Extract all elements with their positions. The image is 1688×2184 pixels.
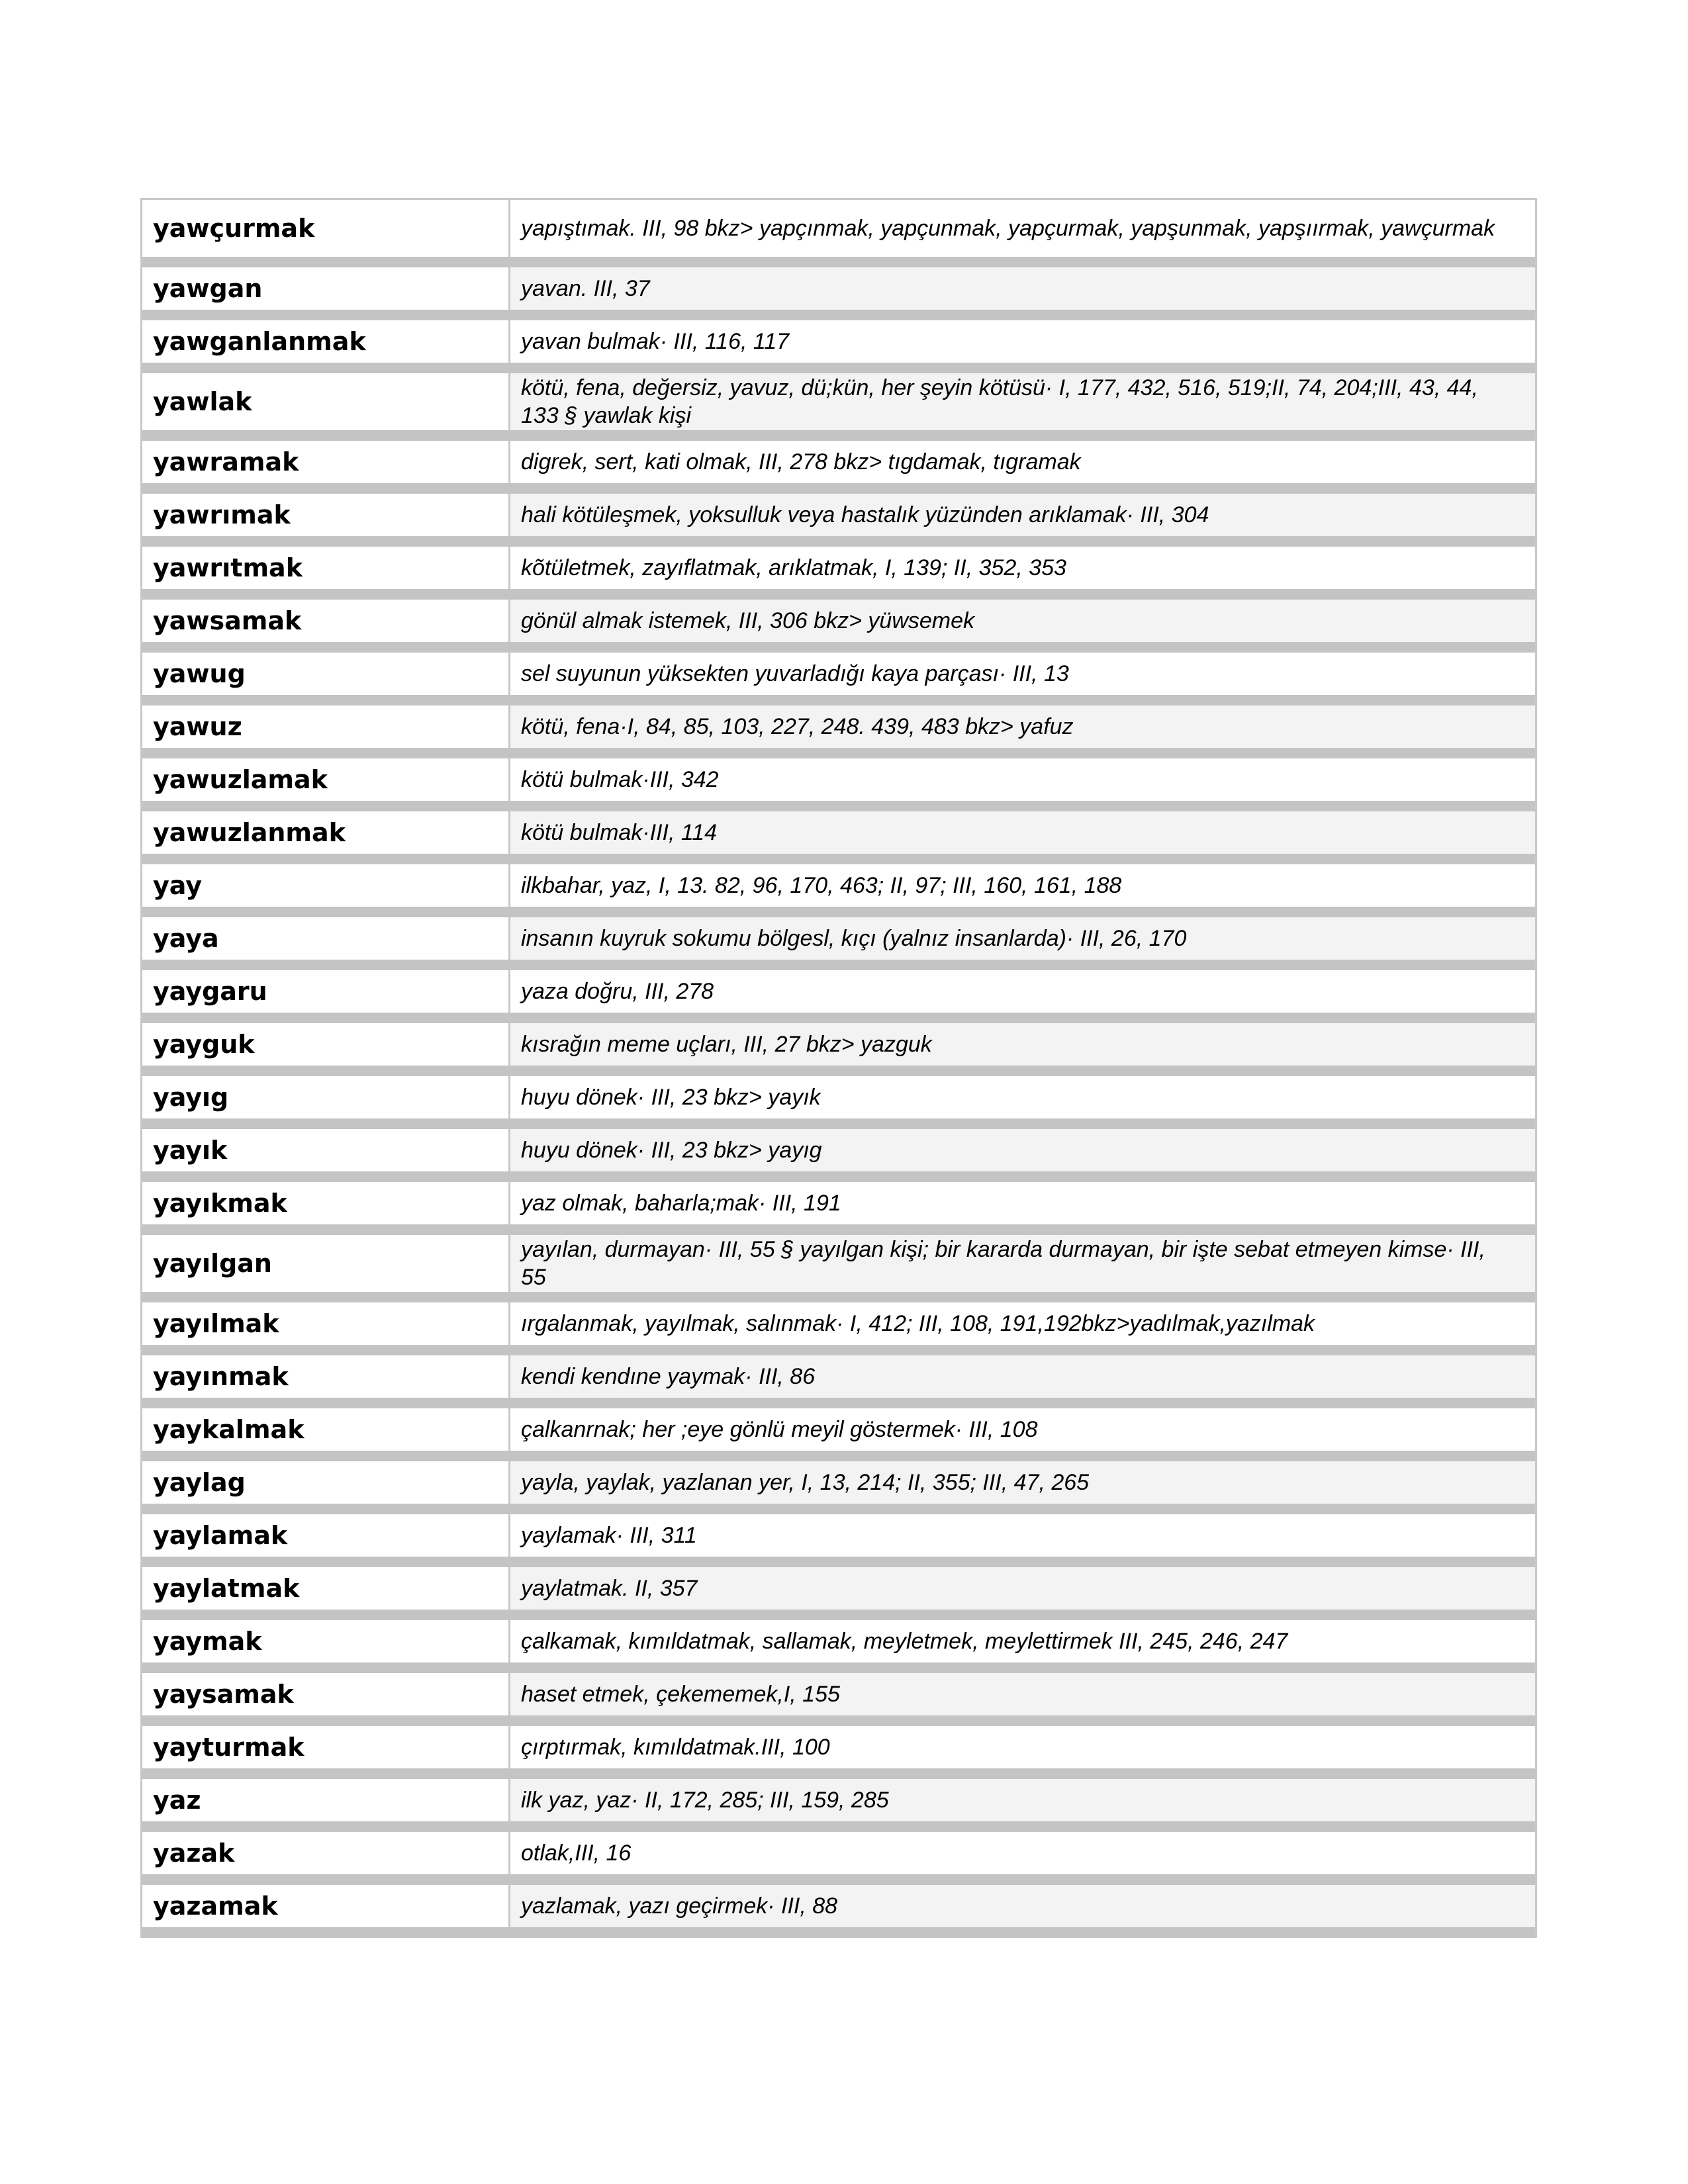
entry-term: yayılgan bbox=[142, 1235, 510, 1292]
entry-term: yawuzlamak bbox=[142, 758, 510, 801]
entry-definition: ilkbahar, yaz, I, 13. 82, 96, 170, 463; II, 97; III, 160, 161, 188 bbox=[521, 873, 1122, 898]
entry-definition: insanın kuyruk sokumu bölgesl, kıçı (yalnız insanlarda)· III, 26, 170 bbox=[510, 917, 1535, 960]
entry-definition: çalkamak, kımıldatmak, sallamak, meyletmek, meylettirmek III, 245, 246, 247 bbox=[521, 1629, 1288, 1654]
entry-term: yawuzlanmak bbox=[142, 811, 510, 854]
entry-term: yaylamak bbox=[142, 1514, 510, 1557]
entry-term: yawçurmak bbox=[142, 200, 510, 257]
entry-term: yawug bbox=[142, 653, 510, 695]
table-row bbox=[142, 1620, 1535, 1673]
entry-term: yaysamak bbox=[142, 1673, 510, 1715]
entry-term: yaz bbox=[142, 1779, 510, 1821]
entry-term: yayguk bbox=[142, 1023, 510, 1066]
entry-definition: yavan. III, 37 bbox=[510, 267, 1535, 310]
table-row bbox=[142, 864, 1535, 917]
table-row bbox=[142, 494, 1535, 547]
table-row bbox=[142, 758, 1535, 811]
entry-definition: kendi kendıne yaymak· III, 86 bbox=[510, 1355, 1535, 1398]
table-row bbox=[142, 917, 1535, 970]
entry-definition: sel suyunun yüksekten yuvarladığı kaya parçası· III, 13 bbox=[521, 661, 1069, 686]
entry-term: yawuz bbox=[142, 705, 510, 748]
table-row bbox=[142, 1726, 1535, 1779]
entry-definition: yayılan, durmayan· III, 55 § yayılgan kişi; bir kararda durmayan, bir işte sebat etmeyen kimse· III, 55 bbox=[510, 1235, 1535, 1292]
entry-term: yawrımak bbox=[142, 494, 510, 536]
entry-term: yaya bbox=[142, 917, 510, 960]
entry-term: yayınmak bbox=[142, 1355, 510, 1398]
table-row bbox=[142, 811, 1535, 864]
table-row bbox=[142, 1129, 1535, 1182]
table-row bbox=[142, 970, 1535, 1023]
entry-definition: huyu dönek· III, 23 bkz> yayıg bbox=[510, 1129, 1535, 1171]
entry-term: yaykalmak bbox=[142, 1408, 510, 1451]
table-row bbox=[142, 705, 1535, 758]
table-row bbox=[142, 1567, 1535, 1620]
entry-definition: kötü bulmak·III, 114 bbox=[510, 811, 1535, 854]
entry-term: yayık bbox=[142, 1129, 510, 1171]
entry-term: yawgan bbox=[142, 267, 510, 310]
table-row bbox=[142, 1235, 1535, 1302]
entry-term: yayılmak bbox=[142, 1302, 510, 1345]
table-row bbox=[142, 1182, 1535, 1235]
entry-term: yayturmak bbox=[142, 1726, 510, 1768]
table-row bbox=[142, 600, 1535, 653]
entry-definition: kötü bulmak·III, 342 bbox=[521, 767, 719, 792]
entry-term: yaylatmak bbox=[142, 1567, 510, 1610]
table-row bbox=[142, 1514, 1535, 1567]
entry-definition: gönül almak istemek, III, 306 bkz> yüwsemek bbox=[510, 600, 1535, 642]
entry-term: yawramak bbox=[142, 441, 510, 483]
entry-term: yawsamak bbox=[142, 600, 510, 642]
entry-definition: otlak,III, 16 bbox=[521, 1841, 632, 1866]
entry-definition: kõtületmek, zayıflatmak, arıklatmak, I, 139; II, 352, 353 bbox=[521, 555, 1066, 580]
entry-term: yaygaru bbox=[142, 970, 510, 1013]
entry-definition: yaylatmak. II, 357 bbox=[510, 1567, 1535, 1610]
entry-term: yazak bbox=[142, 1832, 510, 1874]
table-row bbox=[142, 1076, 1535, 1129]
entry-definition: huyu dönek· III, 23 bkz> yayık bbox=[521, 1085, 821, 1110]
entry-definition: yaylamak· III, 311 bbox=[521, 1523, 697, 1548]
entry-term: yay bbox=[142, 864, 510, 907]
entry-definition: yapıştımak. III, 98 bkz> yapçınmak, yapçunmak, yapçurmak, yapşunmak, yapşıırmak, yawçurmak bbox=[521, 216, 1495, 241]
entry-definition: çalkanrnak; her ;eye gönlü meyil göstermek· III, 108 bbox=[521, 1417, 1038, 1442]
entry-term: yawrıtmak bbox=[142, 547, 510, 589]
entry-definition: ilk yaz, yaz· II, 172, 285; III, 159, 285 bbox=[510, 1779, 1535, 1821]
table-row bbox=[142, 547, 1535, 600]
entry-definition: digrek, sert, kati olmak, III, 278 bkz> tıgdamak, tıgramak bbox=[521, 449, 1081, 475]
entry-definition: yavan bulmak· III, 116, 117 bbox=[521, 329, 790, 354]
table-row bbox=[142, 441, 1535, 494]
table-row bbox=[142, 1779, 1535, 1832]
entry-term: yayıg bbox=[142, 1076, 510, 1118]
entry-definition: yayla, yaylak, yazlanan yer, I, 13, 214; II, 355; III, 47, 265 bbox=[510, 1461, 1535, 1504]
entry-definition: ırgalanmak, yayılmak, salınmak· I, 412; III, 108, 191,192bkz>yadılmak,yazılmak bbox=[521, 1311, 1315, 1336]
table-row bbox=[142, 373, 1535, 441]
table-row bbox=[142, 200, 1535, 267]
table-row bbox=[142, 1408, 1535, 1461]
table-row bbox=[142, 267, 1535, 320]
table-row bbox=[142, 1355, 1535, 1408]
entry-definition: kötü, fena·I, 84, 85, 103, 227, 248. 439, 483 bkz> yafuz bbox=[510, 705, 1535, 748]
entry-definition: haset etmek, çekememek,I, 155 bbox=[510, 1673, 1535, 1715]
table-row bbox=[142, 1885, 1535, 1938]
entry-definition: hali kötüleşmek, yoksulluk veya hastalık yüzünden arıklamak· III, 304 bbox=[510, 494, 1535, 536]
entry-term: yazamak bbox=[142, 1885, 510, 1927]
table-row bbox=[142, 1673, 1535, 1726]
entry-definition: kötü, fena, değersiz, yavuz, dü;kün, her şeyin kötüsü· I, 177, 432, 516, 519;II, 74, 204;III, 43, 44, 133 § yawlak kişi bbox=[510, 373, 1535, 430]
entry-definition: kısrağın meme uçları, III, 27 bkz> yazguk bbox=[510, 1023, 1535, 1066]
entry-term: yawganlanmak bbox=[142, 320, 510, 363]
entry-term: yaylag bbox=[142, 1461, 510, 1504]
table-row bbox=[142, 653, 1535, 705]
entry-definition: yaza doğru, III, 278 bbox=[521, 979, 714, 1004]
entry-term: yawlak bbox=[142, 373, 510, 430]
table-row bbox=[142, 320, 1535, 373]
entry-term: yayıkmak bbox=[142, 1182, 510, 1224]
entry-definition: yazlamak, yazı geçirmek· III, 88 bbox=[510, 1885, 1535, 1927]
entry-definition: çırptırmak, kımıldatmak.III, 100 bbox=[521, 1735, 830, 1760]
table-row bbox=[142, 1023, 1535, 1076]
table-row bbox=[142, 1302, 1535, 1355]
table-row bbox=[142, 1461, 1535, 1514]
entry-definition: yaz olmak, baharla;mak· III, 191 bbox=[521, 1191, 841, 1216]
dictionary-table bbox=[140, 198, 1537, 1938]
entry-term: yaymak bbox=[142, 1620, 510, 1662]
table-row bbox=[142, 1832, 1535, 1885]
